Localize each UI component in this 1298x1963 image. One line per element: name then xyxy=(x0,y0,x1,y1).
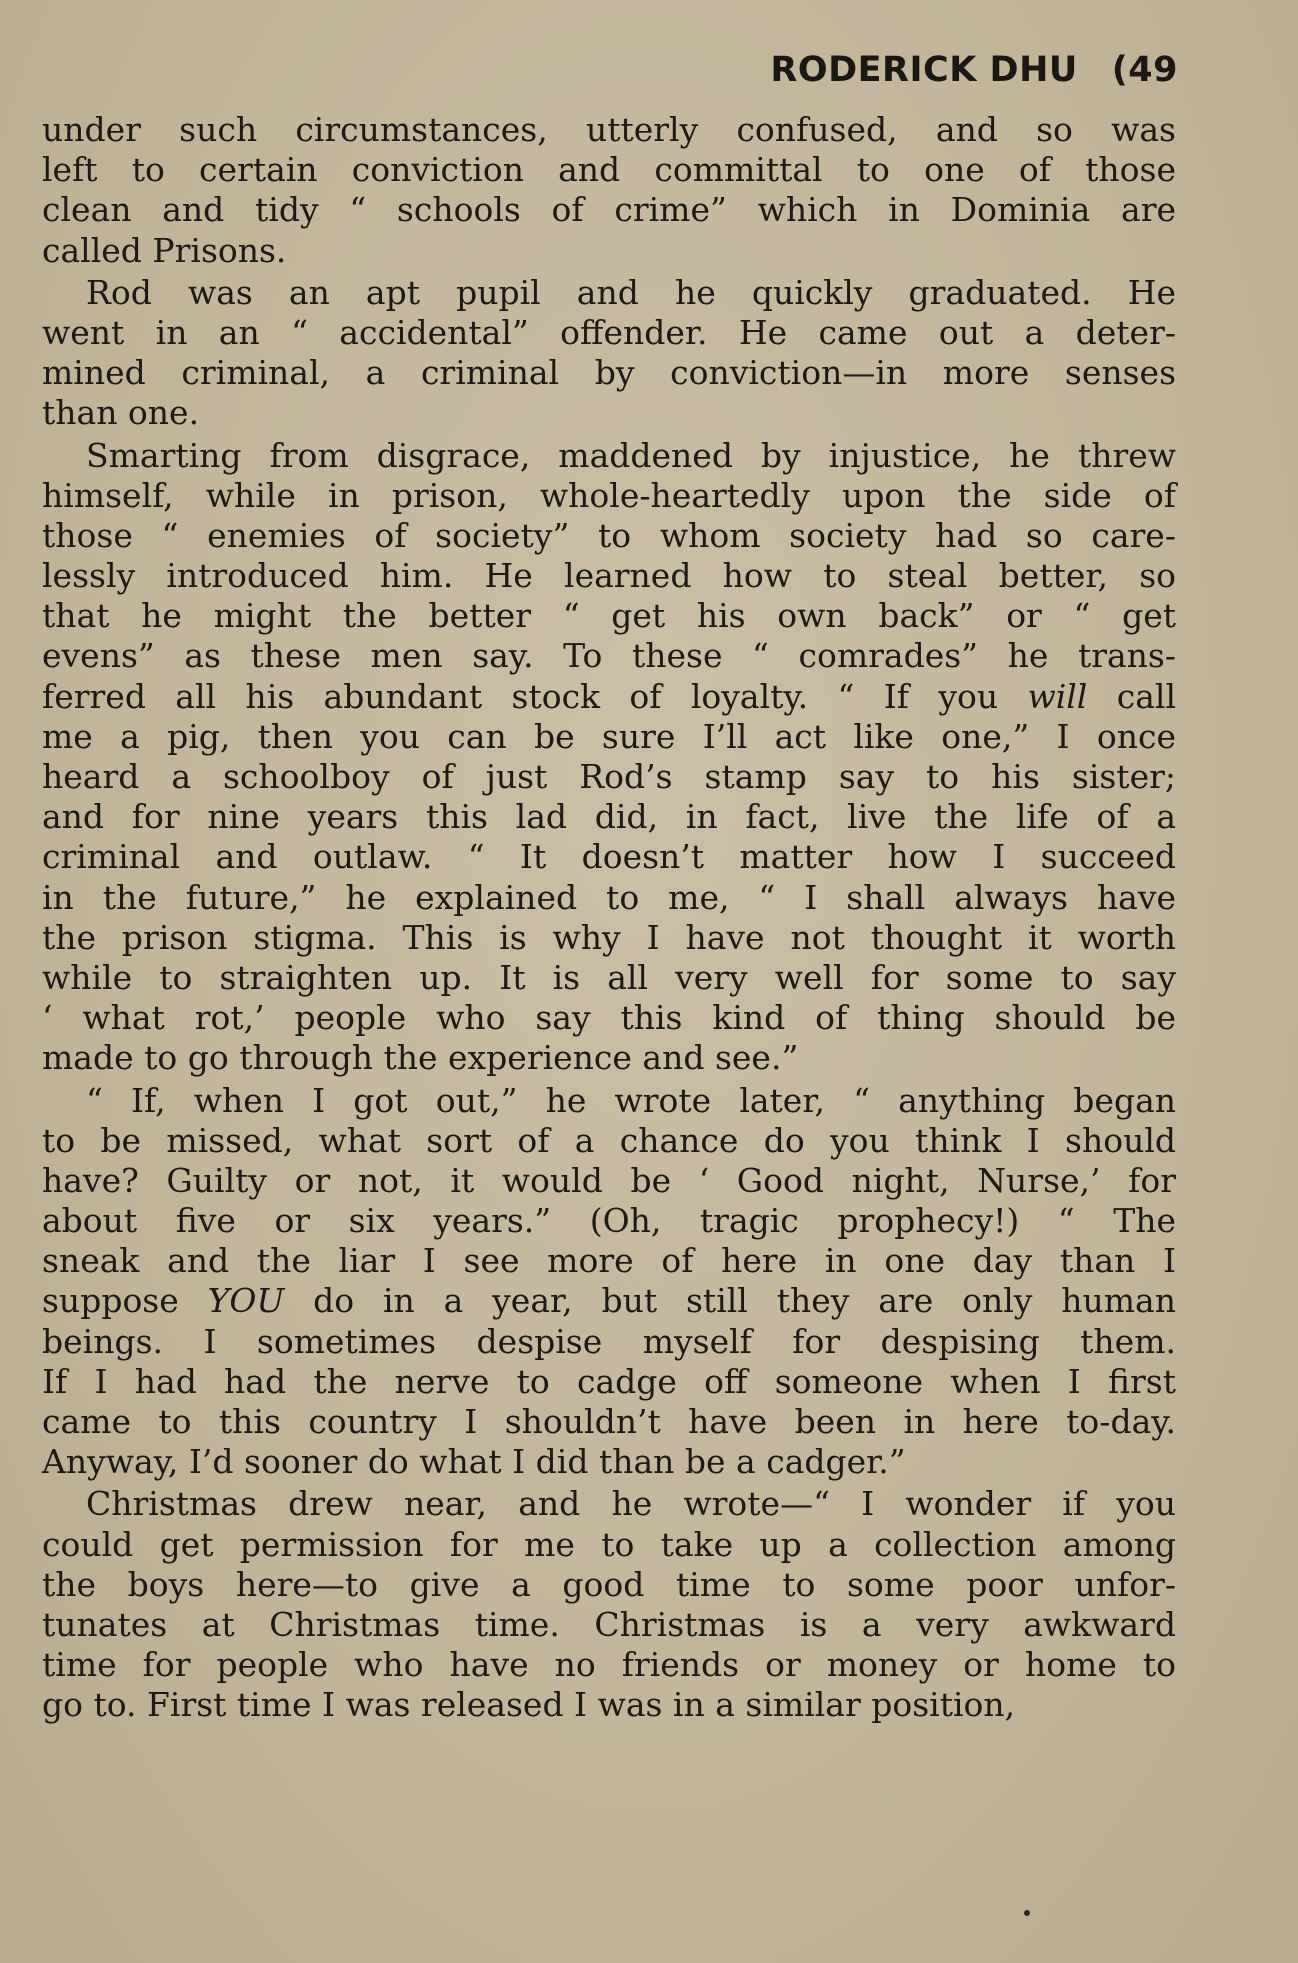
text-line: beings. I sometimes despise myself for despising them. xyxy=(42,1321,1176,1361)
italic-you: YOU xyxy=(207,1281,285,1321)
text-line: me a pig, then you can be sure I’ll act like one,” I once xyxy=(42,716,1176,756)
text-line: ferred all his abundant stock of loyalty. “ If you will call xyxy=(42,676,1176,716)
text-line: clean and tidy “ schools of crime” which in Dominia are xyxy=(42,190,1176,230)
text-line: came to this country I shouldn’t have been in here to-day. xyxy=(42,1402,1176,1441)
text-line: lessly introduced him. He learned how to steal better, so xyxy=(42,556,1176,596)
text-line: heard a schoolboy of just Rod’s stamp say to his sister; xyxy=(42,757,1176,796)
text-line: suppose YOU do in a year, but still they are only human xyxy=(42,1281,1176,1321)
text-line: those “ enemies of society” to whom society had so care- xyxy=(42,515,1176,555)
text-line: than one. xyxy=(42,393,200,433)
text-line: about five or six years.” (Oh, tragic prophecy!) “ The xyxy=(42,1201,1176,1241)
text-line: the boys here—to give a good time to some poor unfor- xyxy=(42,1564,1176,1604)
text-line: Smarting from disgrace, maddened by injustice, he threw xyxy=(86,435,1176,475)
text-line: to be missed, what sort of a chance do you think I should xyxy=(42,1120,1176,1160)
text-line: go to. First time I was released I was in a similar position, xyxy=(42,1685,1016,1725)
paragraph xyxy=(42,1081,1176,1483)
text-line: tunates at Christmas time. Christmas is a very awkward xyxy=(42,1604,1176,1644)
text-line: mined criminal, a criminal by conviction—in more senses xyxy=(42,353,1176,393)
paragraph xyxy=(42,436,1176,1079)
text-line: while to straighten up. It is all very well for some to say xyxy=(42,957,1176,997)
text-line: called Prisons. xyxy=(42,230,287,270)
text-line: time for people who have no friends or money or home to xyxy=(42,1645,1176,1685)
text-line: in the future,” he explained to me, “ I shall always have xyxy=(42,877,1176,917)
body-text xyxy=(42,110,1176,1728)
text-line: sneak and the liar I see more of here in one day than I xyxy=(42,1241,1176,1281)
text-line: Anyway, I’d sooner do what I did than be a cadger.” xyxy=(42,1442,906,1482)
text-line: under such circumstances, utterly confused, and so was xyxy=(42,110,1176,149)
text-line: went in an “ accidental” offender. He came out a deter- xyxy=(42,312,1176,352)
text-line: left to certain conviction and committal to one of those xyxy=(42,150,1176,190)
text-line: made to go through the experience and see.” xyxy=(42,1038,799,1078)
text-line: If I had had the nerve to cadge off someone when I first xyxy=(42,1361,1176,1401)
page-number: (49 xyxy=(1111,50,1178,90)
text-line: could get permission for me to take up a collection among xyxy=(42,1524,1176,1564)
text-line: ‘ what rot,’ people who say this kind of thing should be xyxy=(42,998,1176,1038)
text-line: that he might the better “ get his own back” or “ get xyxy=(42,596,1176,636)
italic-will: will xyxy=(1027,676,1088,716)
paragraph xyxy=(42,110,1176,271)
running-head xyxy=(770,50,1178,90)
text-line: Rod was an apt pupil and he quickly graduated. He xyxy=(86,272,1176,312)
text-line: the prison stigma. This is why I have not thought it worth xyxy=(42,917,1176,957)
text-line: have? Guilty or not, it would be ‘ Good night, Nurse,’ for xyxy=(42,1160,1176,1200)
text-line: Christmas drew near, and he wrote—“ I wonder if you xyxy=(86,1484,1176,1524)
running-head-title: RODERICK DHU xyxy=(770,50,1078,90)
text-line: and for nine years this lad did, in fact, live the life of a xyxy=(42,797,1176,837)
text-line: evens” as these men say. To these “ comrades” he trans- xyxy=(42,636,1176,676)
text-line: criminal and outlaw. “ It doesn’t matter how I succeed xyxy=(42,837,1176,877)
text-line: “ If, when I got out,” he wrote later, “ anything began xyxy=(86,1080,1176,1120)
text-line: himself, while in prison, whole-heartedly upon the side of xyxy=(42,475,1176,515)
ink-speck xyxy=(1024,1910,1030,1916)
paragraph xyxy=(42,273,1176,434)
paragraph xyxy=(42,1484,1176,1725)
